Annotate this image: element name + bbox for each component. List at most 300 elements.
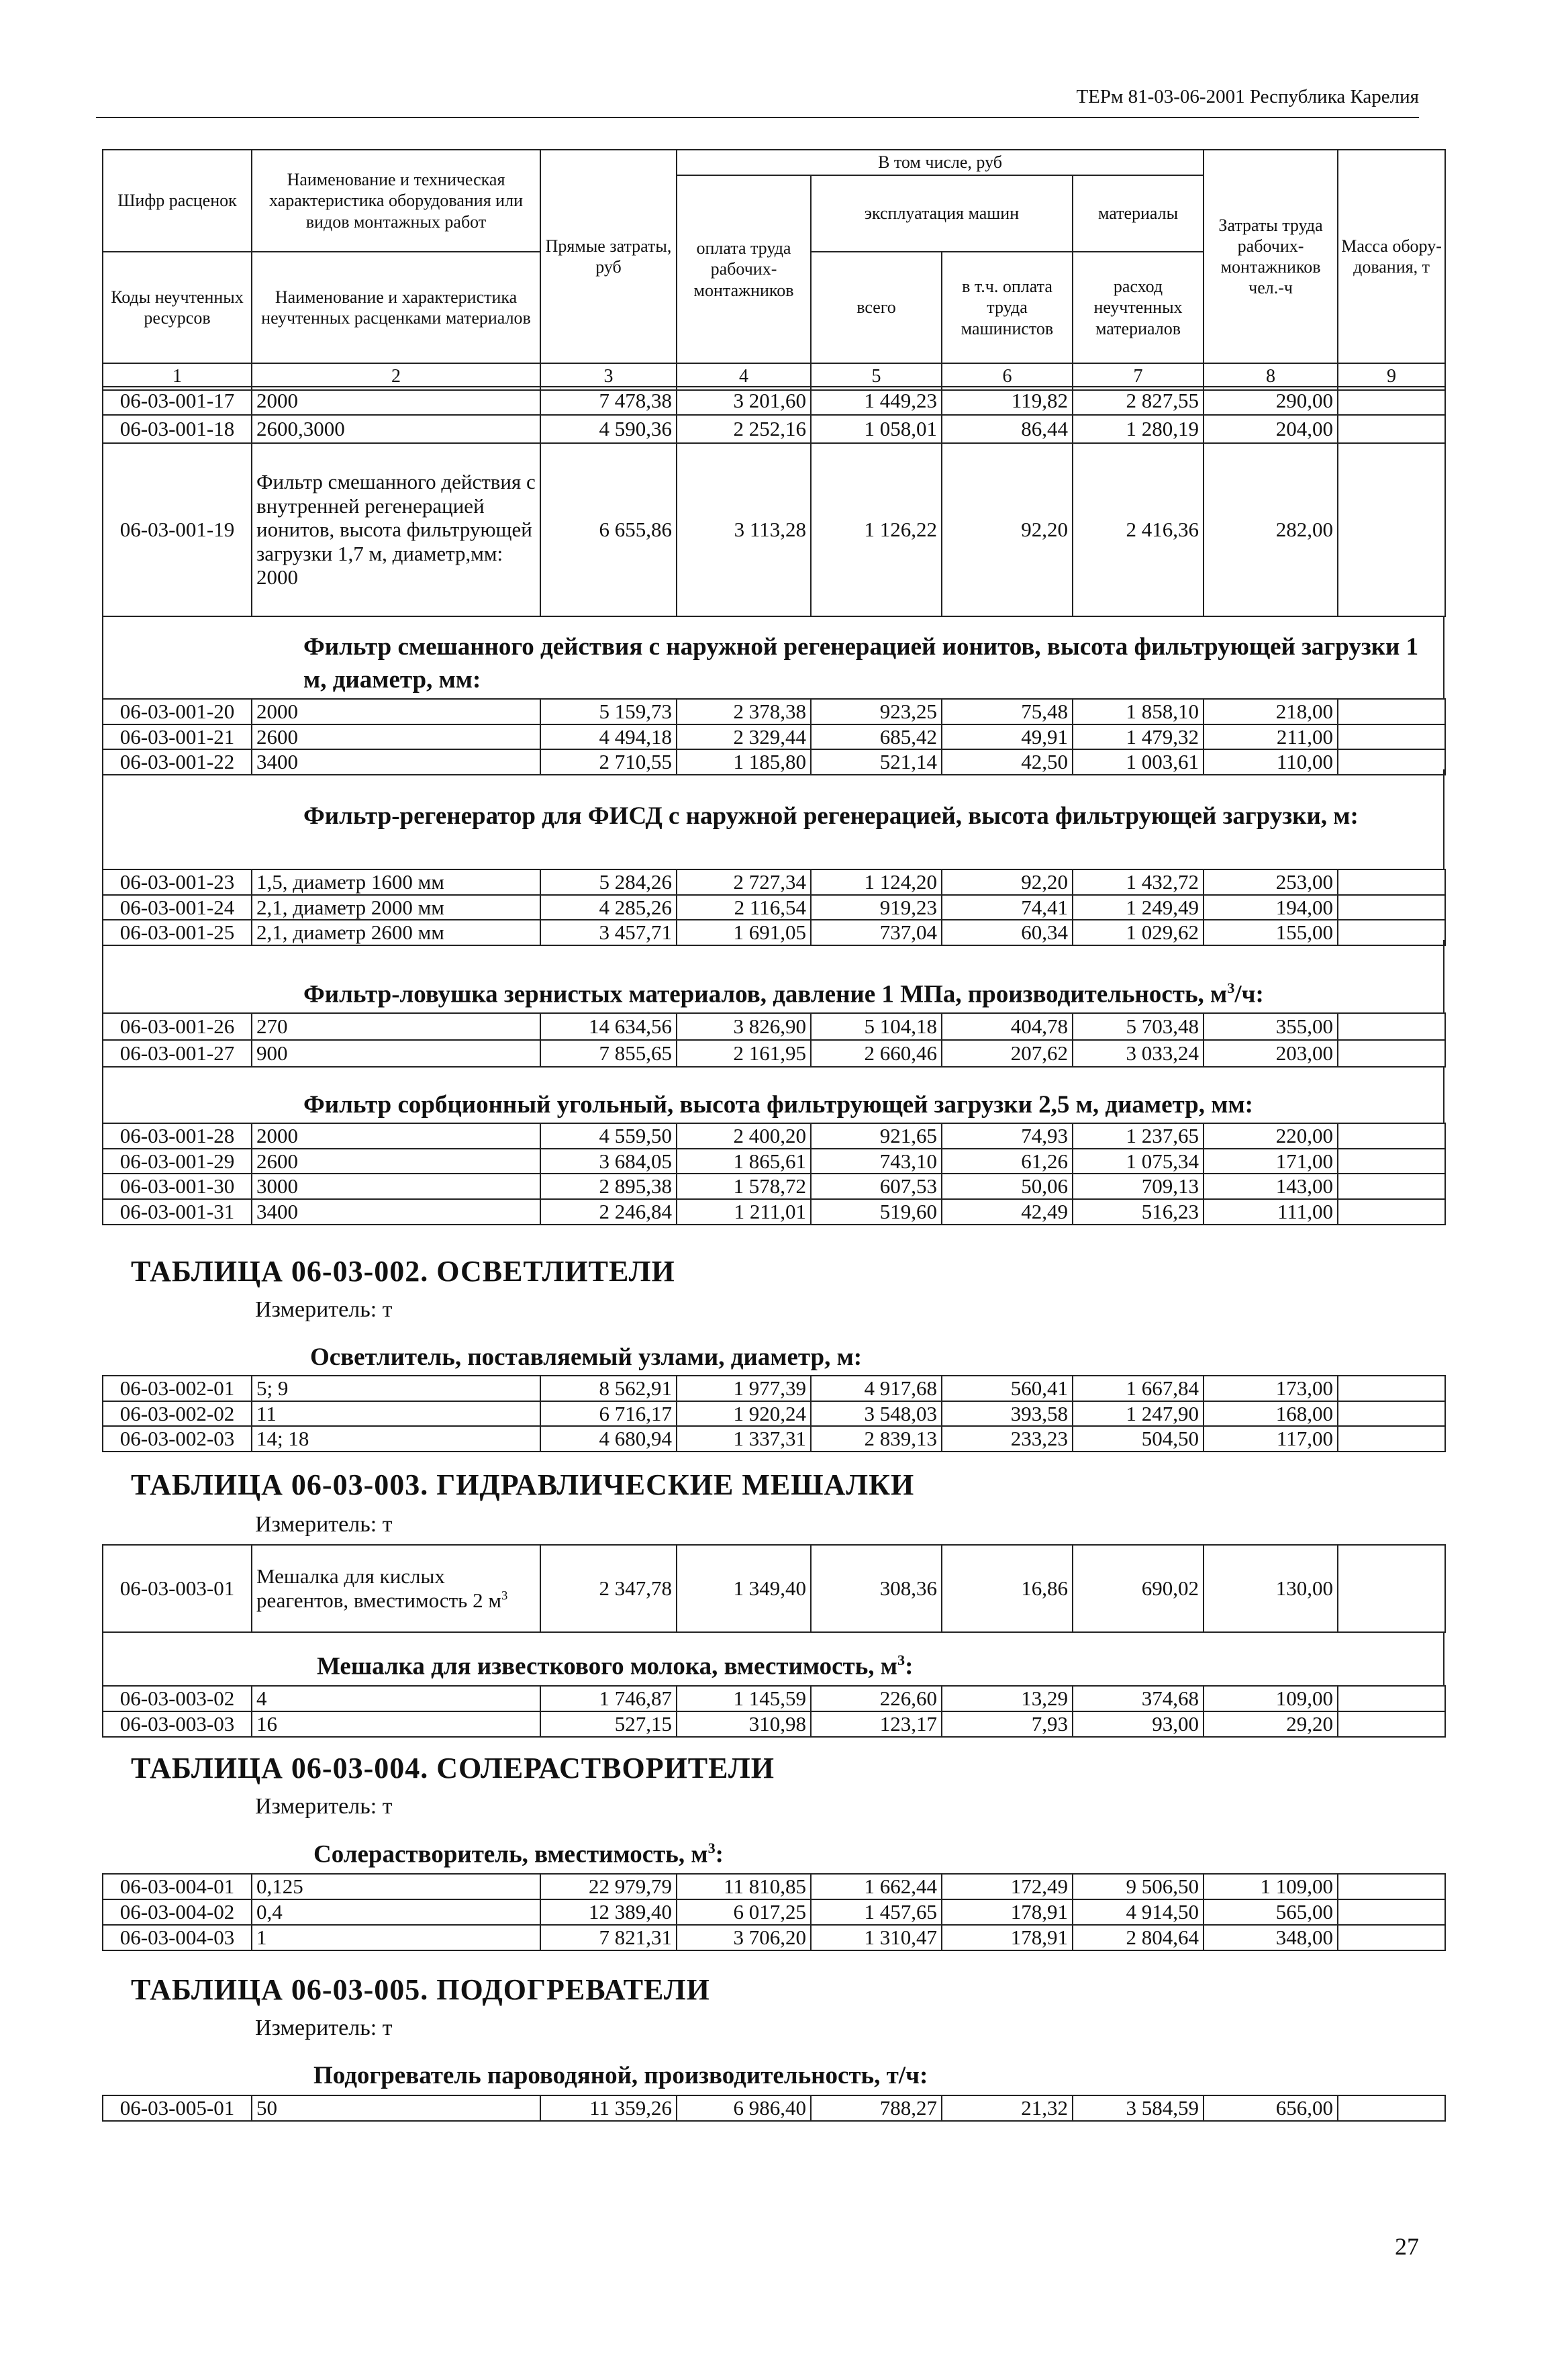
cell-materials: 2 804,64 bbox=[1073, 1925, 1204, 1950]
cell-code: 06-03-001-17 bbox=[103, 387, 252, 415]
cell-code: 06-03-005-01 bbox=[103, 2095, 252, 2121]
cell-machinists: 60,34 bbox=[942, 920, 1073, 945]
cell-desc: 900 bbox=[252, 1040, 540, 1067]
cell-code: 06-03-001-24 bbox=[103, 895, 252, 920]
cell-desc: 4 bbox=[252, 1686, 540, 1711]
cell-desc: 270 bbox=[252, 1013, 540, 1040]
table-004-measure: Измеритель: т bbox=[255, 1794, 393, 1819]
cell-direct: 14 634,56 bbox=[540, 1013, 677, 1040]
cell-labor: 310,98 bbox=[677, 1711, 811, 1737]
cell-mass bbox=[1338, 2095, 1445, 2121]
table-002-measure: Измеритель: т bbox=[255, 1297, 393, 1322]
cell-machines-total: 1 457,65 bbox=[811, 1899, 942, 1925]
cell-machinists: 404,78 bbox=[942, 1013, 1073, 1040]
cell-desc: 0,4 bbox=[252, 1899, 540, 1925]
t003-row1-desc: Мешалка для кислых реагентов, вместимость 2 $м^3$ bbox=[252, 1545, 540, 1632]
cell-machines-total: 5 104,18 bbox=[811, 1013, 942, 1040]
cell-code: 06-03-001-26 bbox=[103, 1013, 252, 1040]
header-col1-top: Шифр расценок bbox=[103, 150, 252, 252]
cell-desc: 3000 bbox=[252, 1174, 540, 1199]
cell-machines-total: 1 449,23 bbox=[811, 387, 942, 415]
cell-materials: 1 858,10 bbox=[1073, 699, 1204, 724]
header-col5: всего bbox=[811, 252, 942, 363]
group-heading-5: Фильтр сорбционный угольный, высота фильтрующей загрузки 2,5 м, диаметр, мм: bbox=[303, 1091, 1253, 1119]
cell-machinists: 42,50 bbox=[942, 749, 1073, 775]
cell-mass bbox=[1338, 1199, 1445, 1225]
cell-mass bbox=[1338, 1123, 1445, 1149]
cell-machinists: 49,91 bbox=[942, 724, 1073, 750]
cell-machines-total: 521,14 bbox=[811, 749, 942, 775]
cell-machinists: 7,93 bbox=[942, 1711, 1073, 1737]
group-heading-3: Фильтр-регенератор для ФИСД с наружной регенерацией, высота фильтрующей загрузки, м: bbox=[303, 802, 1359, 830]
cell-materials: 1 249,49 bbox=[1073, 895, 1204, 920]
cell-labor: 2 727,34 bbox=[677, 869, 811, 895]
cell-desc: 0,125 bbox=[252, 1874, 540, 1899]
cell-machines-total: 1 662,44 bbox=[811, 1874, 942, 1899]
table-row bbox=[103, 387, 1445, 415]
cell-machinists: 207,62 bbox=[942, 1040, 1073, 1067]
cell-code: 06-03-001-28 bbox=[103, 1123, 252, 1149]
table-row bbox=[103, 1426, 1445, 1452]
cell-machinists: 74,41 bbox=[942, 895, 1073, 920]
cell-mass bbox=[1338, 1174, 1445, 1199]
cell-direct: 8 562,91 bbox=[540, 1376, 677, 1401]
table-004-group-heading: Солерастворитель, вместимость, $м^3$: bbox=[313, 1840, 724, 1868]
cell-desc: 16 bbox=[252, 1711, 540, 1737]
column-header bbox=[102, 149, 1446, 391]
cell-code: 06-03-002-02 bbox=[103, 1401, 252, 1427]
t003-row1-materials: 690,02 bbox=[1073, 1545, 1204, 1632]
cell-materials: 1 237,65 bbox=[1073, 1123, 1204, 1149]
cell-labor: 1 691,05 bbox=[677, 920, 811, 945]
table-001-block1 bbox=[102, 386, 1446, 444]
cell-mass bbox=[1338, 415, 1445, 443]
cell-mass bbox=[1338, 699, 1445, 724]
header-col9: Масса обору-дования, т bbox=[1338, 150, 1445, 363]
cell-materials: 2 827,55 bbox=[1073, 387, 1204, 415]
cell-direct: 4 590,36 bbox=[540, 415, 677, 443]
t003-row1-machines-total: 308,36 bbox=[811, 1545, 942, 1632]
cell-labor: 1 145,59 bbox=[677, 1686, 811, 1711]
cell-machinists: 178,91 bbox=[942, 1899, 1073, 1925]
cell-code: 06-03-001-27 bbox=[103, 1040, 252, 1067]
table-row bbox=[103, 1874, 1445, 1899]
cell-direct: 5 284,26 bbox=[540, 869, 677, 895]
row19-hours: 282,00 bbox=[1204, 443, 1338, 616]
t003-row1-code: 06-03-003-01 bbox=[103, 1545, 252, 1632]
cell-desc: 50 bbox=[252, 2095, 540, 2121]
header-col7: расход неучтенных материалов bbox=[1073, 252, 1204, 363]
cell-hours: 355,00 bbox=[1204, 1013, 1338, 1040]
header-col3: Прямые затраты, руб bbox=[540, 150, 677, 363]
cell-materials: 5 703,48 bbox=[1073, 1013, 1204, 1040]
cell-materials: 1 029,62 bbox=[1073, 920, 1204, 945]
cell-code: 06-03-001-30 bbox=[103, 1174, 252, 1199]
cell-machines-total: 2 839,13 bbox=[811, 1426, 942, 1452]
header-machines: эксплуатация машин bbox=[811, 175, 1073, 252]
cell-hours: 168,00 bbox=[1204, 1401, 1338, 1427]
cell-labor: 6 017,25 bbox=[677, 1899, 811, 1925]
cell-hours: 203,00 bbox=[1204, 1040, 1338, 1067]
cell-materials: 93,00 bbox=[1073, 1711, 1204, 1737]
page-number: 27 bbox=[1395, 2233, 1419, 2260]
cell-machinists: 233,23 bbox=[942, 1426, 1073, 1452]
row19-labor: 3 113,28 bbox=[677, 443, 811, 616]
cell-labor: 1 185,80 bbox=[677, 749, 811, 775]
cell-direct: 7 478,38 bbox=[540, 387, 677, 415]
cell-direct: 527,15 bbox=[540, 1711, 677, 1737]
cell-code: 06-03-003-03 bbox=[103, 1711, 252, 1737]
cell-hours: 220,00 bbox=[1204, 1123, 1338, 1149]
cell-code: 06-03-001-25 bbox=[103, 920, 252, 945]
cell-mass bbox=[1338, 1686, 1445, 1711]
cell-materials: 3 033,24 bbox=[1073, 1040, 1204, 1067]
table-row bbox=[103, 1686, 1445, 1711]
table-row bbox=[103, 415, 1445, 443]
cell-machines-total: 519,60 bbox=[811, 1199, 942, 1225]
cell-materials: 709,13 bbox=[1073, 1174, 1204, 1199]
cell-desc: 2000 bbox=[252, 387, 540, 415]
cell-hours: 111,00 bbox=[1204, 1199, 1338, 1225]
row19-machines-total: 1 126,22 bbox=[811, 443, 942, 616]
cell-machinists: 61,26 bbox=[942, 1149, 1073, 1174]
cell-materials: 1 247,90 bbox=[1073, 1401, 1204, 1427]
cell-direct: 4 494,18 bbox=[540, 724, 677, 750]
header-col2-top: Наименование и техническая характеристика оборудования или видов монтажных работ bbox=[252, 150, 540, 252]
table-005-title: ТАБЛИЦА 06-03-005. ПОДОГРЕВАТЕЛИ bbox=[131, 1973, 710, 2006]
cell-hours: 109,00 bbox=[1204, 1686, 1338, 1711]
cell-direct: 7 821,31 bbox=[540, 1925, 677, 1950]
cell-machinists: 42,49 bbox=[942, 1199, 1073, 1225]
cell-desc: 2600,3000 bbox=[252, 415, 540, 443]
cell-machinists: 50,06 bbox=[942, 1174, 1073, 1199]
cell-materials: 9 506,50 bbox=[1073, 1874, 1204, 1899]
cell-mass bbox=[1338, 1149, 1445, 1174]
table-004-rows bbox=[102, 1873, 1446, 1951]
cell-machines-total: 921,65 bbox=[811, 1123, 942, 1149]
cell-mass bbox=[1338, 387, 1445, 415]
cell-hours: 171,00 bbox=[1204, 1149, 1338, 1174]
cell-mass bbox=[1338, 1899, 1445, 1925]
cell-mass bbox=[1338, 749, 1445, 775]
table-005-measure: Измеритель: т bbox=[255, 2016, 393, 2040]
cell-direct: 3 457,71 bbox=[540, 920, 677, 945]
cell-machinists: 86,44 bbox=[942, 415, 1073, 443]
cell-machines-total: 4 917,68 bbox=[811, 1376, 942, 1401]
cell-hours: 29,20 bbox=[1204, 1711, 1338, 1737]
cell-machinists: 178,91 bbox=[942, 1925, 1073, 1950]
table-001-block4 bbox=[102, 1012, 1446, 1068]
cell-hours: 290,00 bbox=[1204, 387, 1338, 415]
cell-machines-total: 1 124,20 bbox=[811, 869, 942, 895]
table-row bbox=[103, 724, 1445, 750]
table-row bbox=[103, 1013, 1445, 1040]
cell-direct: 12 389,40 bbox=[540, 1899, 677, 1925]
cell-labor: 11 810,85 bbox=[677, 1874, 811, 1899]
cell-desc: 11 bbox=[252, 1401, 540, 1427]
cell-machines-total: 2 660,46 bbox=[811, 1040, 942, 1067]
cell-machines-total: 919,23 bbox=[811, 895, 942, 920]
cell-hours: 194,00 bbox=[1204, 895, 1338, 920]
cell-direct: 22 979,79 bbox=[540, 1874, 677, 1899]
row19-desc: Фильтр смешанного действия с внутренней регенерацией ионитов, высота фильтрующей загрузки 1,7 м, диаметр,мм: 2000 bbox=[252, 443, 540, 616]
cell-machines-total: 123,17 bbox=[811, 1711, 942, 1737]
cell-machines-total: 923,25 bbox=[811, 699, 942, 724]
table-row bbox=[103, 869, 1445, 895]
cell-direct: 4 680,94 bbox=[540, 1426, 677, 1452]
cell-code: 06-03-004-01 bbox=[103, 1874, 252, 1899]
cell-hours: 253,00 bbox=[1204, 869, 1338, 895]
cell-machinists: 393,58 bbox=[942, 1401, 1073, 1427]
cell-mass bbox=[1338, 1925, 1445, 1950]
cell-labor: 1 337,31 bbox=[677, 1426, 811, 1452]
cell-code: 06-03-002-01 bbox=[103, 1376, 252, 1401]
cell-desc: 2000 bbox=[252, 699, 540, 724]
cell-hours: 1 109,00 bbox=[1204, 1874, 1338, 1899]
cell-machinists: 75,48 bbox=[942, 699, 1073, 724]
table-row bbox=[103, 1199, 1445, 1225]
col-num-8: 8 bbox=[1204, 363, 1338, 390]
table-row bbox=[103, 1925, 1445, 1950]
row19-machinists: 92,20 bbox=[942, 443, 1073, 616]
header-col1-bottom: Коды неучтенных ресурсов bbox=[103, 252, 252, 363]
group-heading-4: Фильтр-ловушка зернистых материалов, давление 1 МПа, производительность, $м^3/ч$: bbox=[303, 980, 1264, 1008]
cell-code: 06-03-003-02 bbox=[103, 1686, 252, 1711]
cell-code: 06-03-001-31 bbox=[103, 1199, 252, 1225]
cell-hours: 155,00 bbox=[1204, 920, 1338, 945]
cell-mass bbox=[1338, 1040, 1445, 1067]
cell-labor: 2 116,54 bbox=[677, 895, 811, 920]
cell-mass bbox=[1338, 724, 1445, 750]
cell-code: 06-03-001-18 bbox=[103, 415, 252, 443]
cell-machines-total: 685,42 bbox=[811, 724, 942, 750]
cell-mass bbox=[1338, 1426, 1445, 1452]
header-in-that-number: В том числе, руб bbox=[677, 150, 1204, 175]
cell-direct: 2 710,55 bbox=[540, 749, 677, 775]
cell-machinists: 119,82 bbox=[942, 387, 1073, 415]
col-num-5: 5 bbox=[811, 363, 942, 390]
table-004-title: ТАБЛИЦА 06-03-004. СОЛЕРАСТВОРИТЕЛИ bbox=[131, 1752, 775, 1785]
table-002-rows bbox=[102, 1375, 1446, 1452]
cell-desc: 3400 bbox=[252, 1199, 540, 1225]
table-row bbox=[103, 1174, 1445, 1199]
cell-mass bbox=[1338, 1376, 1445, 1401]
cell-desc: 5; 9 bbox=[252, 1376, 540, 1401]
cell-materials: 1 432,72 bbox=[1073, 869, 1204, 895]
col-num-3: 3 bbox=[540, 363, 677, 390]
table-003-measure: Измеритель: т bbox=[255, 1512, 393, 1537]
cell-machines-total: 737,04 bbox=[811, 920, 942, 945]
cell-hours: 218,00 bbox=[1204, 699, 1338, 724]
cell-machines-total: 788,27 bbox=[811, 2095, 942, 2121]
col-num-7: 7 bbox=[1073, 363, 1204, 390]
cell-labor: 6 986,40 bbox=[677, 2095, 811, 2121]
col-num-9: 9 bbox=[1338, 363, 1445, 390]
cell-materials: 516,23 bbox=[1073, 1199, 1204, 1225]
table-row bbox=[103, 1376, 1445, 1401]
cell-desc: 2600 bbox=[252, 1149, 540, 1174]
cell-direct: 5 159,73 bbox=[540, 699, 677, 724]
t003-row1-machinists: 16,86 bbox=[942, 1545, 1073, 1632]
table-001-block3 bbox=[102, 869, 1446, 946]
cell-mass bbox=[1338, 1874, 1445, 1899]
cell-desc: 2000 bbox=[252, 1123, 540, 1149]
cell-mass bbox=[1338, 1711, 1445, 1737]
cell-code: 06-03-004-02 bbox=[103, 1899, 252, 1925]
cell-desc: 2,1, диаметр 2000 мм bbox=[252, 895, 540, 920]
cell-labor: 2 400,20 bbox=[677, 1123, 811, 1149]
cell-machinists: 172,49 bbox=[942, 1874, 1073, 1899]
cell-hours: 565,00 bbox=[1204, 1899, 1338, 1925]
table-row bbox=[103, 1899, 1445, 1925]
cell-direct: 4 559,50 bbox=[540, 1123, 677, 1149]
cell-materials: 1 075,34 bbox=[1073, 1149, 1204, 1174]
t003-row1-mass bbox=[1338, 1545, 1445, 1632]
table-005-rows bbox=[102, 2095, 1446, 2122]
cell-hours: 656,00 bbox=[1204, 2095, 1338, 2121]
cell-machinists: 92,20 bbox=[942, 869, 1073, 895]
cell-code: 06-03-001-20 bbox=[103, 699, 252, 724]
cell-code: 06-03-001-23 bbox=[103, 869, 252, 895]
row19-mass bbox=[1338, 443, 1445, 616]
cell-desc: 2600 bbox=[252, 724, 540, 750]
cell-materials: 4 914,50 bbox=[1073, 1899, 1204, 1925]
cell-mass bbox=[1338, 869, 1445, 895]
cell-labor: 1 977,39 bbox=[677, 1376, 811, 1401]
cell-desc: 2,1, диаметр 2600 мм bbox=[252, 920, 540, 945]
t003-row1-direct: 2 347,78 bbox=[540, 1545, 677, 1632]
table-row bbox=[103, 699, 1445, 724]
cell-hours: 348,00 bbox=[1204, 1925, 1338, 1950]
cell-direct: 7 855,65 bbox=[540, 1040, 677, 1067]
cell-desc: 14; 18 bbox=[252, 1426, 540, 1452]
col-num-1: 1 bbox=[103, 363, 252, 390]
cell-hours: 204,00 bbox=[1204, 415, 1338, 443]
cell-labor: 3 826,90 bbox=[677, 1013, 811, 1040]
cell-code: 06-03-001-29 bbox=[103, 1149, 252, 1174]
cell-hours: 117,00 bbox=[1204, 1426, 1338, 1452]
cell-hours: 110,00 bbox=[1204, 749, 1338, 775]
cell-labor: 3 201,60 bbox=[677, 387, 811, 415]
header-materials: материалы bbox=[1073, 175, 1204, 252]
table-003-title: ТАБЛИЦА 06-03-003. ГИДРАВЛИЧЕСКИЕ МЕШАЛКИ bbox=[131, 1468, 915, 1501]
cell-materials: 3 584,59 bbox=[1073, 2095, 1204, 2121]
header-rule bbox=[96, 117, 1419, 118]
table-005-group-heading: Подогреватель пароводяной, производительность, т/ч: bbox=[313, 2062, 928, 2089]
header-col6: в т.ч. оплата труда машинистов bbox=[942, 252, 1073, 363]
t003-row1-hours: 130,00 bbox=[1204, 1545, 1338, 1632]
cell-direct: 6 716,17 bbox=[540, 1401, 677, 1427]
row19-code: 06-03-001-19 bbox=[103, 443, 252, 616]
header-col2-bottom: Наименование и характеристика неучтенных расценками материалов bbox=[252, 252, 540, 363]
table-001-block2 bbox=[102, 698, 1446, 775]
cell-machines-total: 607,53 bbox=[811, 1174, 942, 1199]
cell-direct: 11 359,26 bbox=[540, 2095, 677, 2121]
table-002-group-heading: Осветлитель, поставляемый узлами, диаметр, м: bbox=[310, 1343, 863, 1371]
col-num-6: 6 bbox=[942, 363, 1073, 390]
cell-labor: 1 578,72 bbox=[677, 1174, 811, 1199]
cell-materials: 1 280,19 bbox=[1073, 415, 1204, 443]
cell-materials: 1 667,84 bbox=[1073, 1376, 1204, 1401]
cell-desc: 1,5, диаметр 1600 мм bbox=[252, 869, 540, 895]
cell-desc: 1 bbox=[252, 1925, 540, 1950]
cell-hours: 173,00 bbox=[1204, 1376, 1338, 1401]
cell-hours: 143,00 bbox=[1204, 1174, 1338, 1199]
cell-labor: 1 211,01 bbox=[677, 1199, 811, 1225]
table-003-row1 bbox=[102, 1544, 1446, 1633]
header-col4: оплата труда рабочих-монтажников bbox=[677, 175, 811, 363]
row19-direct: 6 655,86 bbox=[540, 443, 677, 616]
col-num-4: 4 bbox=[677, 363, 811, 390]
table-003-group-heading: Мешалка для известкового молока, вместимость, $м^3$: bbox=[317, 1652, 914, 1680]
running-head: ТЕРм 81-03-06-2001 Республика Карелия bbox=[1076, 86, 1419, 107]
cell-labor: 2 252,16 bbox=[677, 415, 811, 443]
cell-desc: 3400 bbox=[252, 749, 540, 775]
cell-hours: 211,00 bbox=[1204, 724, 1338, 750]
cell-labor: 2 378,38 bbox=[677, 699, 811, 724]
row19-materials: 2 416,36 bbox=[1073, 443, 1204, 616]
cell-direct: 2 246,84 bbox=[540, 1199, 677, 1225]
table-row bbox=[103, 920, 1445, 945]
cell-labor: 2 161,95 bbox=[677, 1040, 811, 1067]
cell-mass bbox=[1338, 1401, 1445, 1427]
cell-labor: 2 329,44 bbox=[677, 724, 811, 750]
cell-machines-total: 743,10 bbox=[811, 1149, 942, 1174]
cell-machinists: 74,93 bbox=[942, 1123, 1073, 1149]
cell-materials: 1 479,32 bbox=[1073, 724, 1204, 750]
cell-materials: 504,50 bbox=[1073, 1426, 1204, 1452]
table-row bbox=[103, 2095, 1445, 2121]
cell-labor: 1 865,61 bbox=[677, 1149, 811, 1174]
cell-direct: 1 746,87 bbox=[540, 1686, 677, 1711]
cell-code: 06-03-004-03 bbox=[103, 1925, 252, 1950]
cell-machinists: 560,41 bbox=[942, 1376, 1073, 1401]
table-row bbox=[103, 1123, 1445, 1149]
cell-machines-total: 226,60 bbox=[811, 1686, 942, 1711]
cell-machinists: 13,29 bbox=[942, 1686, 1073, 1711]
cell-materials: 374,68 bbox=[1073, 1686, 1204, 1711]
col-num-2: 2 bbox=[252, 363, 540, 390]
cell-machines-total: 1 310,47 bbox=[811, 1925, 942, 1950]
table-001-row19 bbox=[102, 442, 1446, 617]
table-row bbox=[103, 1149, 1445, 1174]
table-row bbox=[103, 1401, 1445, 1427]
table-row bbox=[103, 749, 1445, 775]
cell-machinists: 21,32 bbox=[942, 2095, 1073, 2121]
table-001-block5 bbox=[102, 1123, 1446, 1225]
cell-machines-total: 1 058,01 bbox=[811, 415, 942, 443]
group-heading-2: Фильтр смешанного действия с наружной регенерацией ионитов, высота фильтрующей загрузки 1 м, диаметр, мм: bbox=[303, 633, 1419, 694]
cell-code: 06-03-002-03 bbox=[103, 1426, 252, 1452]
table-row bbox=[103, 1711, 1445, 1737]
cell-mass bbox=[1338, 1013, 1445, 1040]
cell-code: 06-03-001-21 bbox=[103, 724, 252, 750]
cell-code: 06-03-001-22 bbox=[103, 749, 252, 775]
cell-direct: 2 895,38 bbox=[540, 1174, 677, 1199]
cell-labor: 3 706,20 bbox=[677, 1925, 811, 1950]
cell-direct: 3 684,05 bbox=[540, 1149, 677, 1174]
cell-mass bbox=[1338, 920, 1445, 945]
table-003-rows bbox=[102, 1685, 1446, 1738]
t003-row1-labor: 1 349,40 bbox=[677, 1545, 811, 1632]
cell-labor: 1 920,24 bbox=[677, 1401, 811, 1427]
table-002-title: ТАБЛИЦА 06-03-002. ОСВЕТЛИТЕЛИ bbox=[131, 1255, 675, 1288]
header-col8: Затраты труда рабочих-монтажников чел.-ч bbox=[1204, 150, 1338, 363]
table-row bbox=[103, 1040, 1445, 1067]
cell-mass bbox=[1338, 895, 1445, 920]
cell-machines-total: 3 548,03 bbox=[811, 1401, 942, 1427]
table-row bbox=[103, 895, 1445, 920]
